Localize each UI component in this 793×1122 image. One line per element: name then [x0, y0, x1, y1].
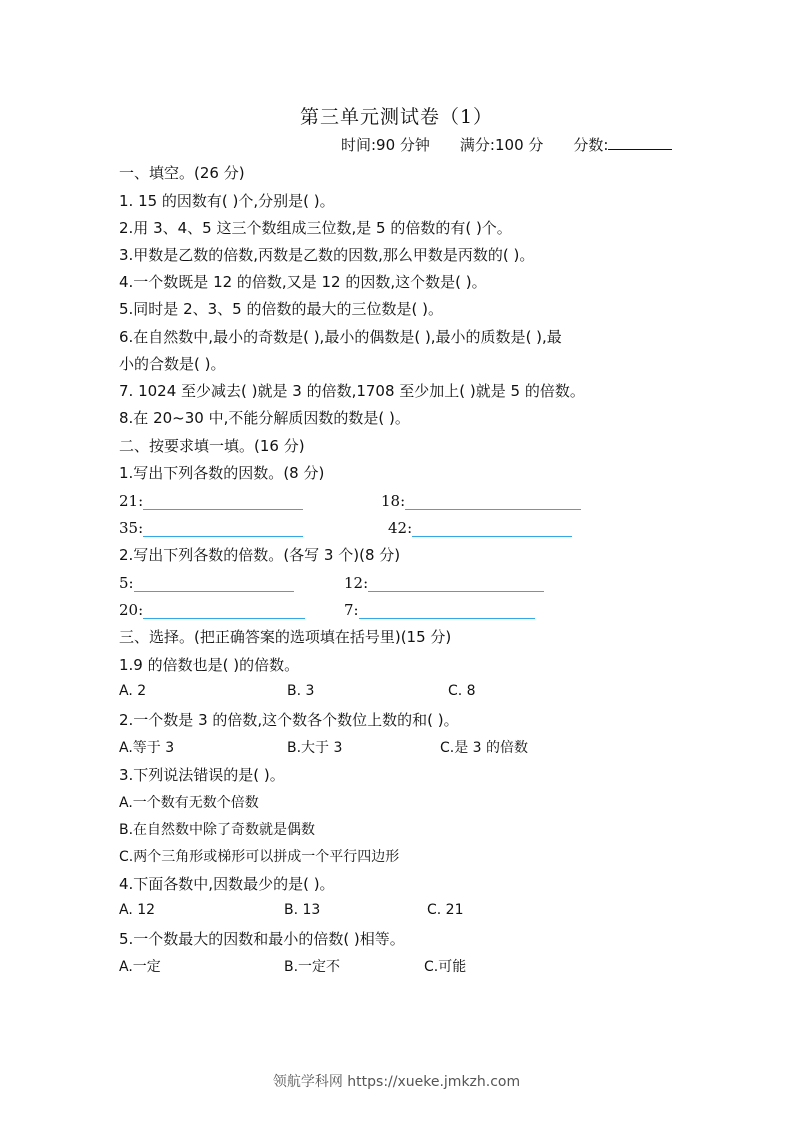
factor-row-18 — [381, 492, 581, 510]
q1-option-c[interactable]: C. 8 — [448, 683, 476, 699]
section-3-heading: 三、选择。(把正确答案的选项填在括号里)(15 分) — [119, 628, 452, 646]
multiple-row-12 — [344, 574, 544, 592]
q1-option-b[interactable]: B. 3 — [287, 683, 315, 699]
multiple-label-20: 20: — [119, 601, 144, 619]
factor-row-42 — [388, 519, 572, 537]
section-1-heading: 一、填空。(26 分) — [119, 164, 245, 182]
score-label: 分数: — [573, 136, 609, 154]
q3-option-b[interactable]: B.在自然数中除了奇数就是偶数 — [119, 822, 316, 838]
q1-option-a[interactable]: A. 2 — [119, 683, 147, 699]
multiple-row-7 — [344, 601, 535, 619]
fill-question-4: 4.一个数既是 12 的倍数,又是 12 的因数,这个数是( )。 — [119, 273, 487, 291]
choice-question-3: 3.下列说法错误的是( )。 — [119, 766, 285, 784]
q2-option-a[interactable]: A.等于 3 — [119, 740, 175, 756]
multiple-answer-7[interactable] — [359, 602, 535, 619]
fill-question-6: 6.在自然数中,最小的奇数是( ),最小的偶数是( ),最小的质数是( ),最 — [119, 328, 562, 346]
factor-label-35: 35: — [119, 519, 144, 537]
multiple-answer-20[interactable] — [143, 602, 305, 619]
q3-option-a[interactable]: A.一个数有无数个倍数 — [119, 795, 259, 811]
time-label: 时间:90 分钟 — [341, 136, 430, 154]
q5-option-c[interactable]: C.可能 — [424, 959, 467, 975]
factor-label-42: 42: — [388, 519, 413, 537]
multiple-label-5: 5: — [119, 574, 134, 592]
part2-question-2: 2.写出下列各数的倍数。(各写 3 个)(8 分) — [119, 546, 401, 564]
q2-option-c[interactable]: C.是 3 的倍数 — [440, 740, 529, 756]
factor-answer-35[interactable] — [143, 520, 303, 537]
fill-question-1: 1. 15 的因数有( )个,分别是( )。 — [119, 192, 335, 210]
fill-question-8: 8.在 20~30 中,不能分解质因数的数是( )。 — [119, 409, 410, 427]
exam-meta — [341, 134, 672, 155]
choice-question-4: 4.下面各数中,因数最少的是( )。 — [119, 875, 335, 893]
choice-question-5: 5.一个数最大的因数和最小的倍数( )相等。 — [119, 930, 405, 948]
part2-question-1: 1.写出下列各数的因数。(8 分) — [119, 464, 325, 482]
factor-answer-18[interactable] — [405, 493, 581, 510]
q5-option-a[interactable]: A.一定 — [119, 959, 161, 975]
full-score-label: 满分:100 分 — [459, 136, 544, 154]
q2-option-b[interactable]: B.大于 3 — [287, 740, 343, 756]
fill-question-6-cont: 小的合数是( )。 — [119, 355, 226, 373]
factor-answer-21[interactable] — [143, 493, 303, 510]
multiple-label-12: 12: — [344, 574, 369, 592]
factor-label-21: 21: — [119, 492, 144, 510]
multiple-label-7: 7: — [344, 601, 359, 619]
multiple-answer-12[interactable] — [368, 575, 544, 592]
factor-row-21 — [119, 492, 303, 510]
multiple-row-20 — [119, 601, 305, 619]
fill-question-3: 3.甲数是乙数的倍数,丙数是乙数的因数,那么甲数是丙数的( )。 — [119, 246, 535, 264]
factor-label-18: 18: — [381, 492, 406, 510]
section-2-heading: 二、按要求填一填。(16 分) — [119, 437, 305, 455]
choice-question-2: 2.一个数是 3 的倍数,这个数各个数位上数的和( )。 — [119, 711, 459, 729]
score-blank[interactable] — [608, 135, 672, 150]
q4-option-a[interactable]: A. 12 — [119, 902, 156, 918]
q5-option-b[interactable]: B.一定不 — [284, 959, 341, 975]
fill-question-2: 2.用 3、4、5 这三个数组成三位数,是 5 的倍数的有( )个。 — [119, 219, 512, 237]
factor-row-35 — [119, 519, 303, 537]
choice-question-1: 1.9 的倍数也是( )的倍数。 — [119, 656, 300, 674]
page-title: 第三单元测试卷（1） — [299, 106, 494, 128]
multiple-answer-5[interactable] — [134, 575, 294, 592]
factor-answer-42[interactable] — [412, 520, 572, 537]
q4-option-c[interactable]: C. 21 — [427, 902, 464, 918]
fill-question-7: 7. 1024 至少减去( )就是 3 的倍数,1708 至少加上( )就是 5 的倍数。 — [119, 382, 585, 400]
multiple-row-5 — [119, 574, 294, 592]
fill-question-5: 5.同时是 2、3、5 的倍数的最大的三位数是( )。 — [119, 300, 443, 318]
footer-watermark: 领航学科网 https://xueke.jmkzh.com — [272, 1074, 521, 1090]
q3-option-c[interactable]: C.两个三角形或梯形可以拼成一个平行四边形 — [119, 849, 400, 865]
q4-option-b[interactable]: B. 13 — [284, 902, 321, 918]
